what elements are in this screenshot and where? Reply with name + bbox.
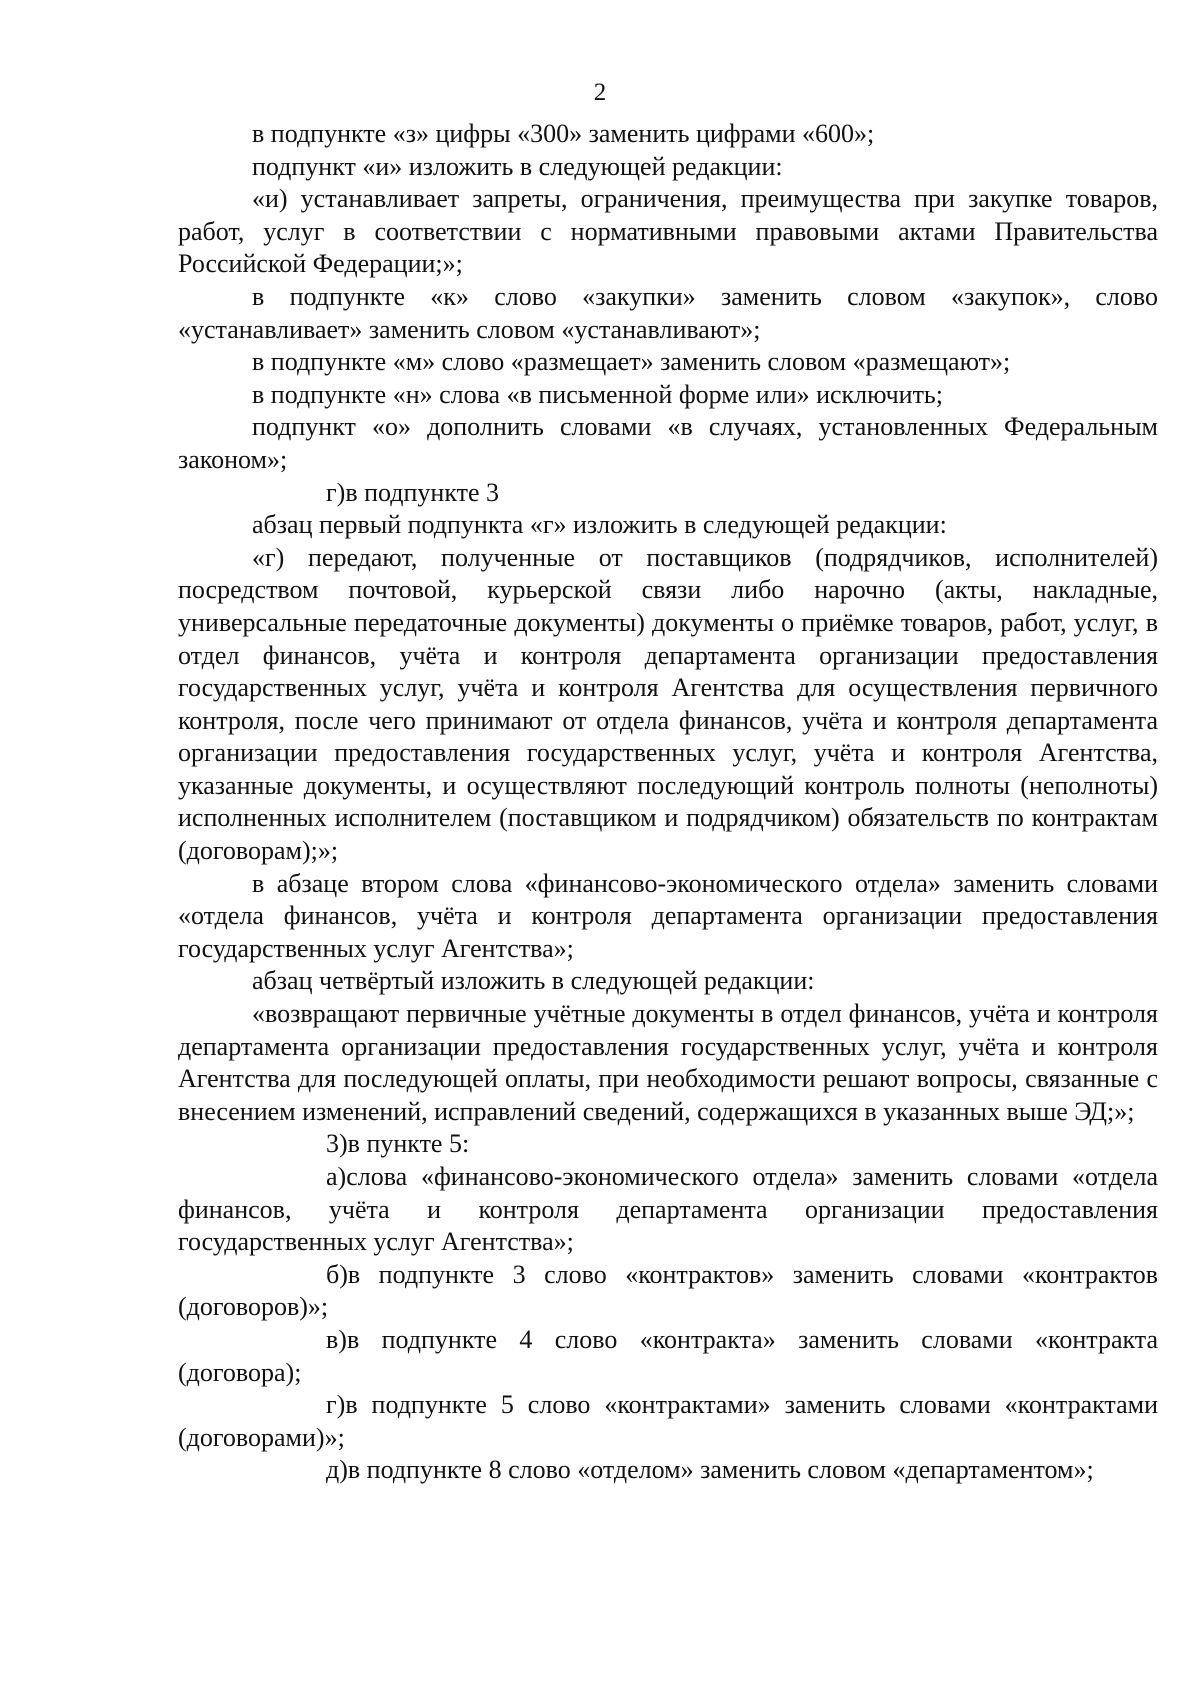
paragraph-text: в подпункте 3 слово «контрактов» заменить словами «контрактов (договоров)»; xyxy=(178,1259,1158,1322)
paragraph xyxy=(178,868,1158,966)
paragraph-text: «г) передают, полученные от поставщиков (подрядчиков, исполнителей) посредством почтовой, курьерской связи либо нарочно (акты, накладные, универсальные передаточные документы) документы о приёмке товаров, работ, услуг, в отдел финансов, учёта и контроля департамента организации предоставления государственных услуг, учёта и контроля Агентства для осуществления первичного контроля, после чего принимают от отдела финансов, учёта и контроля департамента организации предоставления государственных услуг, учёта и контроля Агентства, указанные документы, и осуществляют последующий контроль полноты (неполноты) исполненных исполнителем (поставщиком и подрядчиком) обязательств по контрактам (договорам);»; xyxy=(178,542,1158,866)
paragraph xyxy=(178,151,1158,184)
paragraph-text: в подпункте 3 xyxy=(345,477,500,507)
paragraph xyxy=(178,542,1158,868)
paragraph-text: в абзаце втором слова «финансово-экономического отдела» заменить словами «отдела финансов, учёта и контроля департамента организации предоставления государственных услуг Агентства»; xyxy=(178,868,1158,963)
paragraph-text: подпункт «о» дополнить словами «в случаях, установленных Федеральным законом»; xyxy=(178,412,1158,474)
list-paragraph xyxy=(178,1161,1158,1259)
paragraph-text: в пункте 5: xyxy=(347,1129,470,1159)
paragraph-text: в подпункте «м» слово «размещает» заменить словом «размещают»; xyxy=(252,347,1011,377)
paragraph-text: «и) устанавливает запреты, ограничения, преимущества при закупке товаров, работ, услуг в соответствии с нормативными правовыми актами Правительства Российской Федерации;»; xyxy=(178,184,1158,279)
paragraph-text: абзац четвёртый изложить в следующей редакции: xyxy=(252,966,815,996)
paragraph-text: в подпункте 5 слово «контрактами» заменить словами «контрактами (договорами)»; xyxy=(178,1390,1158,1452)
paragraph xyxy=(178,998,1158,1128)
paragraph-text: «возвращают первичные учётные документы в отдел финансов, учёта и контроля департамента организации предоставления государственных услуг, учёта и контроля Агентства для последующей оплаты, при необходимости решают вопросы, связанные с внесением изменений, исправлений сведений, содержащихся в указанных выше ЭД;»; xyxy=(178,999,1158,1126)
paragraph-text: в подпункте 4 слово «контракта» заменить словами «контракта (договора); xyxy=(178,1324,1158,1387)
paragraph-text: слова «финансово-экономического отдела» заменить словами «отдела финансов, учёта и контроля департамента организации предоставления государственных услуг Агентства»; xyxy=(178,1162,1158,1257)
list-marker: б) xyxy=(326,1259,348,1289)
list-paragraph xyxy=(178,1389,1158,1454)
paragraph xyxy=(178,183,1158,281)
list-marker: в) xyxy=(326,1324,347,1354)
paragraph-text: абзац первый подпункта «г» изложить в следующей редакции: xyxy=(252,510,947,540)
document-body xyxy=(178,118,1158,1487)
list-marker: а) xyxy=(326,1162,347,1191)
paragraph-text: в подпункте «н» слова «в письменной форме или» исключить; xyxy=(252,379,944,409)
paragraph-text: подпункт «и» изложить в следующей редакции: xyxy=(252,151,783,181)
list-paragraph xyxy=(178,1454,1158,1487)
list-paragraph xyxy=(178,1259,1158,1324)
paragraph xyxy=(178,118,1158,151)
list-paragraph xyxy=(178,1324,1158,1389)
paragraph-text: в подпункте «к» слово «закупки» заменить словом «закупок», слово «устанавливает» заменить словом «устанавливают»; xyxy=(178,281,1158,344)
list-paragraph xyxy=(178,477,1158,510)
list-marker: 3) xyxy=(326,1129,348,1159)
paragraph xyxy=(178,346,1158,379)
paragraph xyxy=(178,411,1158,476)
paragraph xyxy=(178,281,1158,346)
page-number: 2 xyxy=(593,79,607,106)
list-marker: д) xyxy=(326,1455,348,1485)
list-marker: г) xyxy=(326,1390,346,1420)
paragraph-text: в подпункте «з» цифры «300» заменить цифрами «600»; xyxy=(252,119,875,148)
paragraph xyxy=(178,509,1158,542)
paragraph xyxy=(178,965,1158,998)
list-marker: г) xyxy=(326,477,346,507)
list-paragraph xyxy=(178,1128,1158,1161)
paragraph xyxy=(178,379,1158,412)
paragraph-text: в подпункте 8 слово «отделом» заменить словом «департаментом»; xyxy=(347,1455,1094,1485)
